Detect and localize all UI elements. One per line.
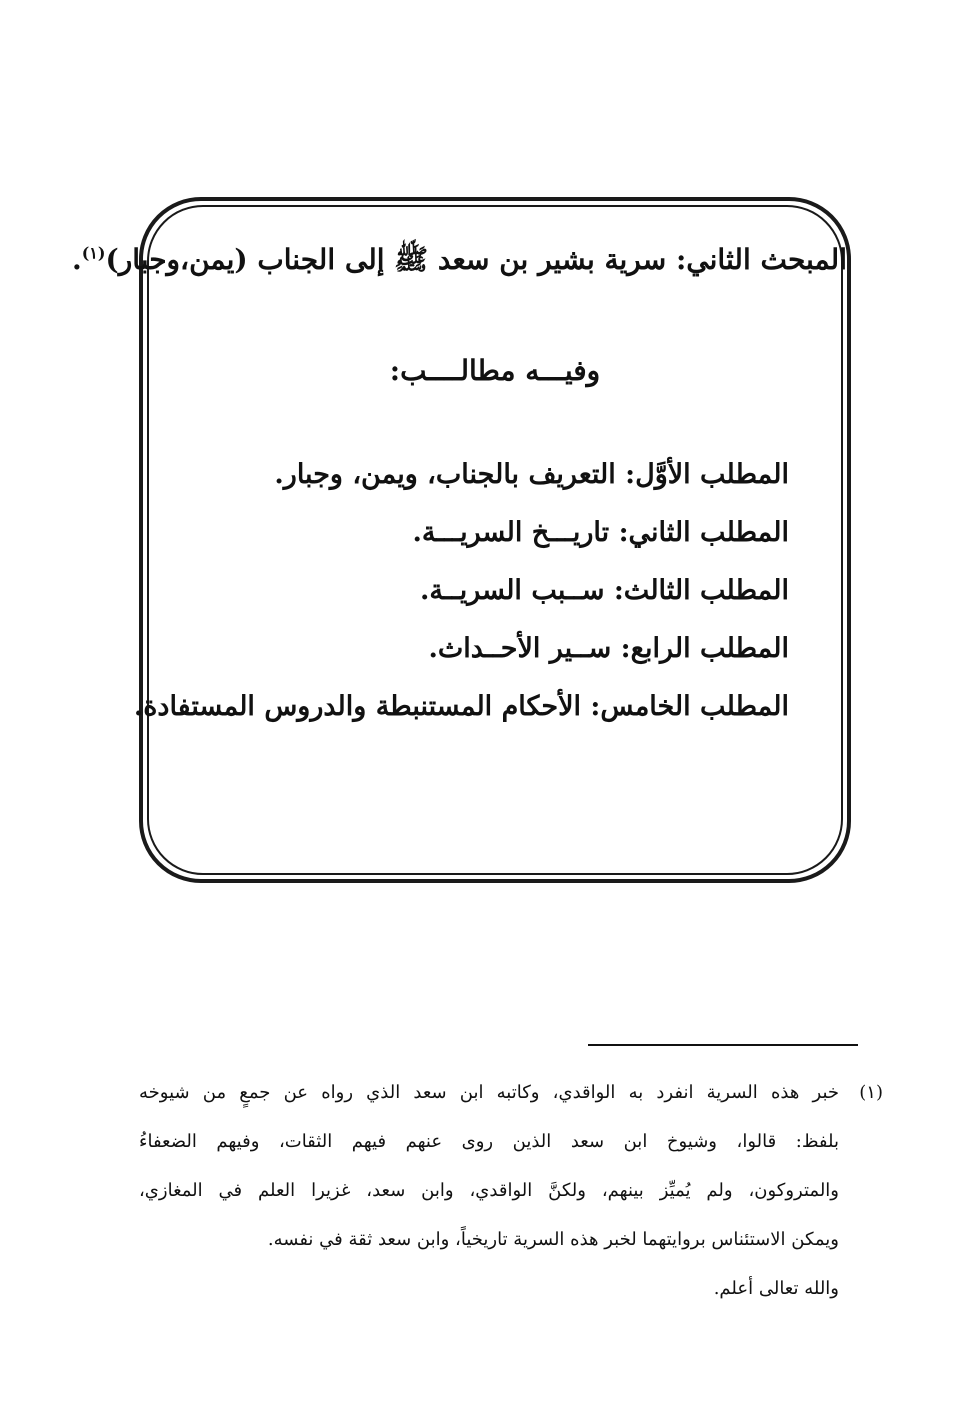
section-item-2: المطلب الثاني: تاريـــخ السريـــة.	[412, 517, 789, 548]
footnote-line-1: خبر هذه السرية انفرد به الواقدي، وكاتبه ابن سعد الذي رواه عن جمعٍ من شيوخه	[139, 1082, 839, 1103]
section-item-5: المطلب الخامس: الأحكام المستنبطة والدروس المستفادة.	[133, 691, 789, 722]
chapter-title	[71, 243, 847, 283]
section-item-1: المطلب الأوَّل: التعريف بالجناب، ويمن، وجبار.	[274, 459, 789, 490]
section-item-4: المطلب الرابع: ســير الأحــداث.	[428, 633, 789, 664]
section-list	[133, 455, 789, 745]
section-item-3: المطلب الثالث: ســبب السريــة.	[420, 575, 789, 606]
footnote-line-5: والله تعالى أعلم.	[713, 1278, 839, 1299]
footnote-reference[interactable]: (١)	[81, 243, 106, 263]
footnote-marker: (١)	[859, 1082, 883, 1103]
footnote	[139, 1068, 883, 1313]
footnote-line-2: بلفظ: قالوا، وشيوخ ابن سعد الذين روى عنهم فيهم الثقات، وفيهم الضعفاءُ	[139, 1131, 839, 1152]
chapter-title-end: .	[71, 243, 82, 276]
footnote-line-4: ويمكن الاستئناس بروايتهما لخبر هذه السرية تاريخياً، وابن سعد ثقة في نفسه.	[267, 1229, 839, 1250]
chapter-title-text: المبحث الثاني: سرية بشير بن سعد ﷺ إلى الجناب (يمن،وجبار)	[105, 243, 847, 276]
sections-heading: وفيـــه مطالــــب:	[389, 354, 601, 387]
footnote-line-3: والمتروكون، ولم يُميِّز بينهم، ولكنَّ الواقدي، وابن سعد، غزيرا العلم في المغازي،	[139, 1180, 839, 1201]
footnote-separator	[588, 1044, 858, 1046]
